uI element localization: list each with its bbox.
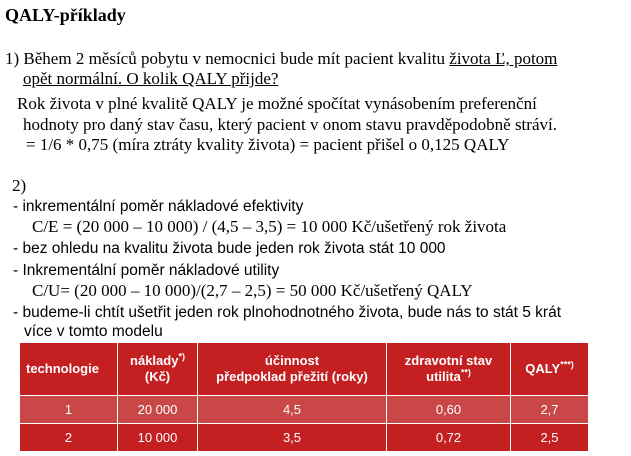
table-header-row (20, 343, 589, 396)
header-naklady-label: náklady (130, 353, 179, 368)
cell-technologie: 2 (20, 424, 118, 452)
q1-line4: hodnoty pro daný stav času, který pacient v onom stavu pravděpodobně stráví. (23, 115, 557, 134)
header-naklady-unit: (Kč) (144, 369, 171, 384)
header-zdravotni-line2: utilita (426, 369, 461, 384)
cell-ucinnost: 4,5 (198, 396, 387, 424)
header-naklady (118, 343, 198, 396)
cell-naklady: 10 000 (118, 424, 198, 452)
table-row (20, 424, 589, 452)
q1-line1 (5, 49, 557, 69)
q2-bullet-1-equation: C/E = (20 000 – 10 000) / (4,5 – 3,5) = 10 000 Kč/ušetřený rok života (32, 217, 507, 236)
header-qaly-label: QALY (525, 361, 561, 376)
q2-bullet-4-line1: - budeme-li chtít ušetřit jeden rok plnohodnotného života, bude nás to stát 5 krát (13, 304, 561, 321)
header-qaly (511, 343, 589, 396)
header-zdravotni-footnote: **) (460, 367, 471, 378)
header-ucinnost (198, 343, 387, 396)
header-qaly-footnote: ***) (560, 359, 574, 370)
cell-naklady: 20 000 (118, 396, 198, 424)
q2-bullet-3: - Inkrementální poměr nákladové utility (13, 262, 280, 279)
header-ucinnost-line1: účinnost (264, 353, 320, 368)
header-naklady-footnote: *) (178, 351, 185, 362)
q1-line5: = 1/6 * 0,75 (míra ztráty kvality života) = pacient přišel o 0,125 QALY (26, 135, 510, 154)
cell-utilita: 0,60 (387, 396, 511, 424)
cell-qaly: 2,7 (511, 396, 589, 424)
q1-line2: opět normální. O kolik QALY přijde? (23, 69, 279, 88)
q1-line1-text: Během 2 měsíců pobytu v nemocnici bude mít pacient kvalitu (23, 49, 450, 68)
header-ucinnost-line2: předpoklad přežití (roky) (216, 369, 368, 384)
q2-bullet-2: - bez ohledu na kvalitu života bude jeden rok života stát 10 000 (13, 240, 446, 257)
cell-ucinnost: 3,5 (198, 424, 387, 452)
table-row (20, 396, 589, 424)
q2-bullet-3-equation: C/U= (20 000 – 10 000)/(2,7 – 2,5) = 50 000 Kč/ušetřený QALY (32, 281, 473, 300)
q1-line1-underlined: života Ľ, potom (449, 49, 558, 68)
q2-number: 2) (12, 176, 27, 195)
cell-technologie: 1 (20, 396, 118, 424)
cell-qaly: 2,5 (511, 424, 589, 452)
q2-bullet-4-line2: více v tomto modelu (24, 323, 163, 340)
q1-line3: Rok života v plné kvalitě QALY je možné spočítat vynásobením preferenční (17, 94, 537, 113)
header-zdravotni-stav (387, 343, 511, 396)
q1-number: 1) (5, 49, 20, 68)
header-zdravotni-line1: zdravotní stav (404, 353, 493, 368)
qaly-table (19, 342, 589, 452)
cell-utilita: 0,72 (387, 424, 511, 452)
q2-bullet-1: - inkrementální poměr nákladové efektivity (13, 198, 304, 215)
page-title: QALY-příklady (5, 5, 126, 25)
header-technologie: technologie (20, 343, 118, 396)
